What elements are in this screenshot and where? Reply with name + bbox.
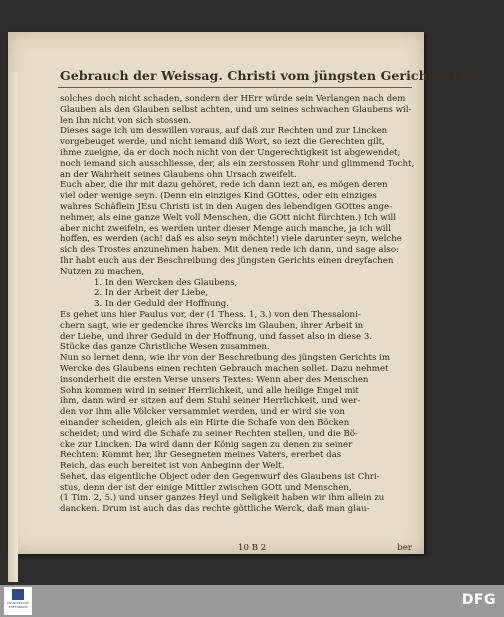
text-line: hoffen, es werden (ach! daß es also seyn möchte!) viele darunter seyn, welche	[60, 234, 402, 245]
text-line: Es gehet uns hier Paulus vor, der (1 Thess. 1, 3.) von den Thessaloni-	[60, 309, 361, 320]
text-line: Nun so lernet denn, wie ihr von der Beschreibung des jüngsten Gerichts im	[60, 353, 391, 364]
text-line: ihme zueigne, da er doch noch nicht von der Ungerechtigkeit ist abgewendet;	[60, 147, 401, 158]
header-rule	[58, 87, 412, 88]
text-line: 2. In der Arbeit der Liebe,	[94, 288, 209, 299]
text-line: Reich, das euch bereitet ist von Anbeginn der Welt.	[60, 461, 285, 472]
dfg-logo[interactable]: DFG	[461, 592, 496, 608]
text-line: stus, denn der ist der einige Mittler zwischen GOtt und Menschen,	[60, 482, 352, 493]
text-line: solches doch nicht schaden, sondern der HErr würde sein Verlangen nach dem	[60, 94, 406, 104]
running-header: Gebrauch der Weissag. Christi vom jüngsten Gerichte. 1667	[60, 68, 486, 83]
text-line: der Liebe, und ihrer Geduld in der Hoffnung, und fasset also in diese 3.	[60, 331, 373, 342]
book-page	[8, 32, 486, 554]
page-body	[60, 94, 415, 515]
text-line: Sohn kommen wird in seiner Herrlichkeit, und alle heilige Engel mit	[60, 385, 359, 396]
logo-text: FRANCKESCHE STIFTUNGEN	[6, 601, 30, 609]
text-line: Dieses sage ich um deswillen voraus, auf daß zur Rechten und zur Lincken	[60, 126, 388, 137]
text-line: an der Wahrheit seines Glaubens ohn Ursach zweifelt.	[60, 169, 297, 180]
text-line: vorgebeuget werde, und nicht iemand diß Wort, so iezt die Gerechten gilt,	[60, 137, 385, 148]
text-line: 1. In den Wercken des Glaubens,	[94, 277, 238, 288]
text-line: (1 Tim. 2, 5.) und unser ganzes Heyl und Seligkeit haben wir ihm allein zu	[60, 493, 385, 504]
text-line: dancken. Drum ist auch das das rechte göttliche Werck, daß man glau-	[60, 504, 370, 515]
page-footer	[60, 543, 412, 555]
text-line: 3. In der Geduld der Hoffnung.	[94, 299, 230, 310]
text-line: len ihn nicht von sich stossen.	[60, 115, 192, 126]
text-line: viel oder wenige seyn. (Denn ein einziges Kind GOttes, oder ein einziges	[60, 191, 377, 202]
text-line: aber nicht zweifeln, es werden unter dieser Menge auch manche, ja ich will	[60, 223, 391, 234]
text-line: einander scheiden, gleich als ein Hirte die Schafe von den Böcken	[60, 417, 350, 428]
signature-mark: 10 B 2	[238, 543, 267, 553]
text-line: chern sagt, wie er gedencke ihres Wercks im Glauben, ihrer Arbeit in	[60, 320, 364, 331]
text-line: scheidet; und wird die Schafe zu seiner Rechten stellen, und die Bö-	[60, 428, 358, 439]
text-line: den vor ihm alle Völcker versammlet werden, und er wird sie von	[60, 407, 345, 418]
viewer-footer-bar	[0, 585, 504, 617]
text-line: noch iemand sich ausschliesse, der, als ein zerstossen Rohr und glimmend Tocht,	[60, 158, 415, 169]
text-line: Ihr habt euch aus der Beschreibung des jüngsten Gerichts einen dreyfachen	[60, 255, 394, 266]
text-line: nehmer, als eine ganze Welt voll Menschen, die GOtt nicht fürchten.) Ich will	[60, 212, 396, 223]
text-line: sich des Trostes anzunehmen haben. Mit denen rede ich dann, und sage also:	[60, 245, 399, 256]
text-line: Glauben als den Glauben selbst achten, und um seines schwachen Glaubens wil-	[60, 104, 412, 115]
francke-logo[interactable]	[4, 587, 32, 615]
text-line: insonderheit die ersten Verse unsers Textes: Wenn aber des Menschen	[60, 374, 369, 385]
text-line: cke zur Lincken. Da wird dann der König sagen zu denen zu seiner	[60, 439, 353, 450]
text-line: Sehet, das eigentliche Object oder den Gegenwurf des Glaubens ist Chri-	[60, 471, 380, 482]
book-spine	[8, 72, 18, 582]
francke-logo-icon	[12, 589, 24, 600]
text-line: Nutzen zu machen,	[60, 266, 145, 277]
text-line: ihm, dann wird er sitzen auf dem Stuhl seiner Herrlichkeit, und wer-	[60, 396, 361, 407]
catchword: ber	[397, 543, 412, 553]
text-line: Rechten: Kommt her, ihr Gesegneten meines Vaters, ererbet das	[60, 450, 342, 461]
text-line: Euch aber, die ihr mit dazu gehöret, rede ich dann iezt an, es mögen deren	[60, 180, 388, 191]
text-line: wahres Schäflein JEsu Christi ist in den Augen des lebendigen GOttes ange-	[60, 201, 393, 212]
text-line: Wercke des Glaubens einen rechten Gebrauch machen sollet. Dazu nehmet	[60, 363, 389, 374]
text-line: Stücke das ganze Christliche Wesen zusammen.	[60, 342, 270, 353]
